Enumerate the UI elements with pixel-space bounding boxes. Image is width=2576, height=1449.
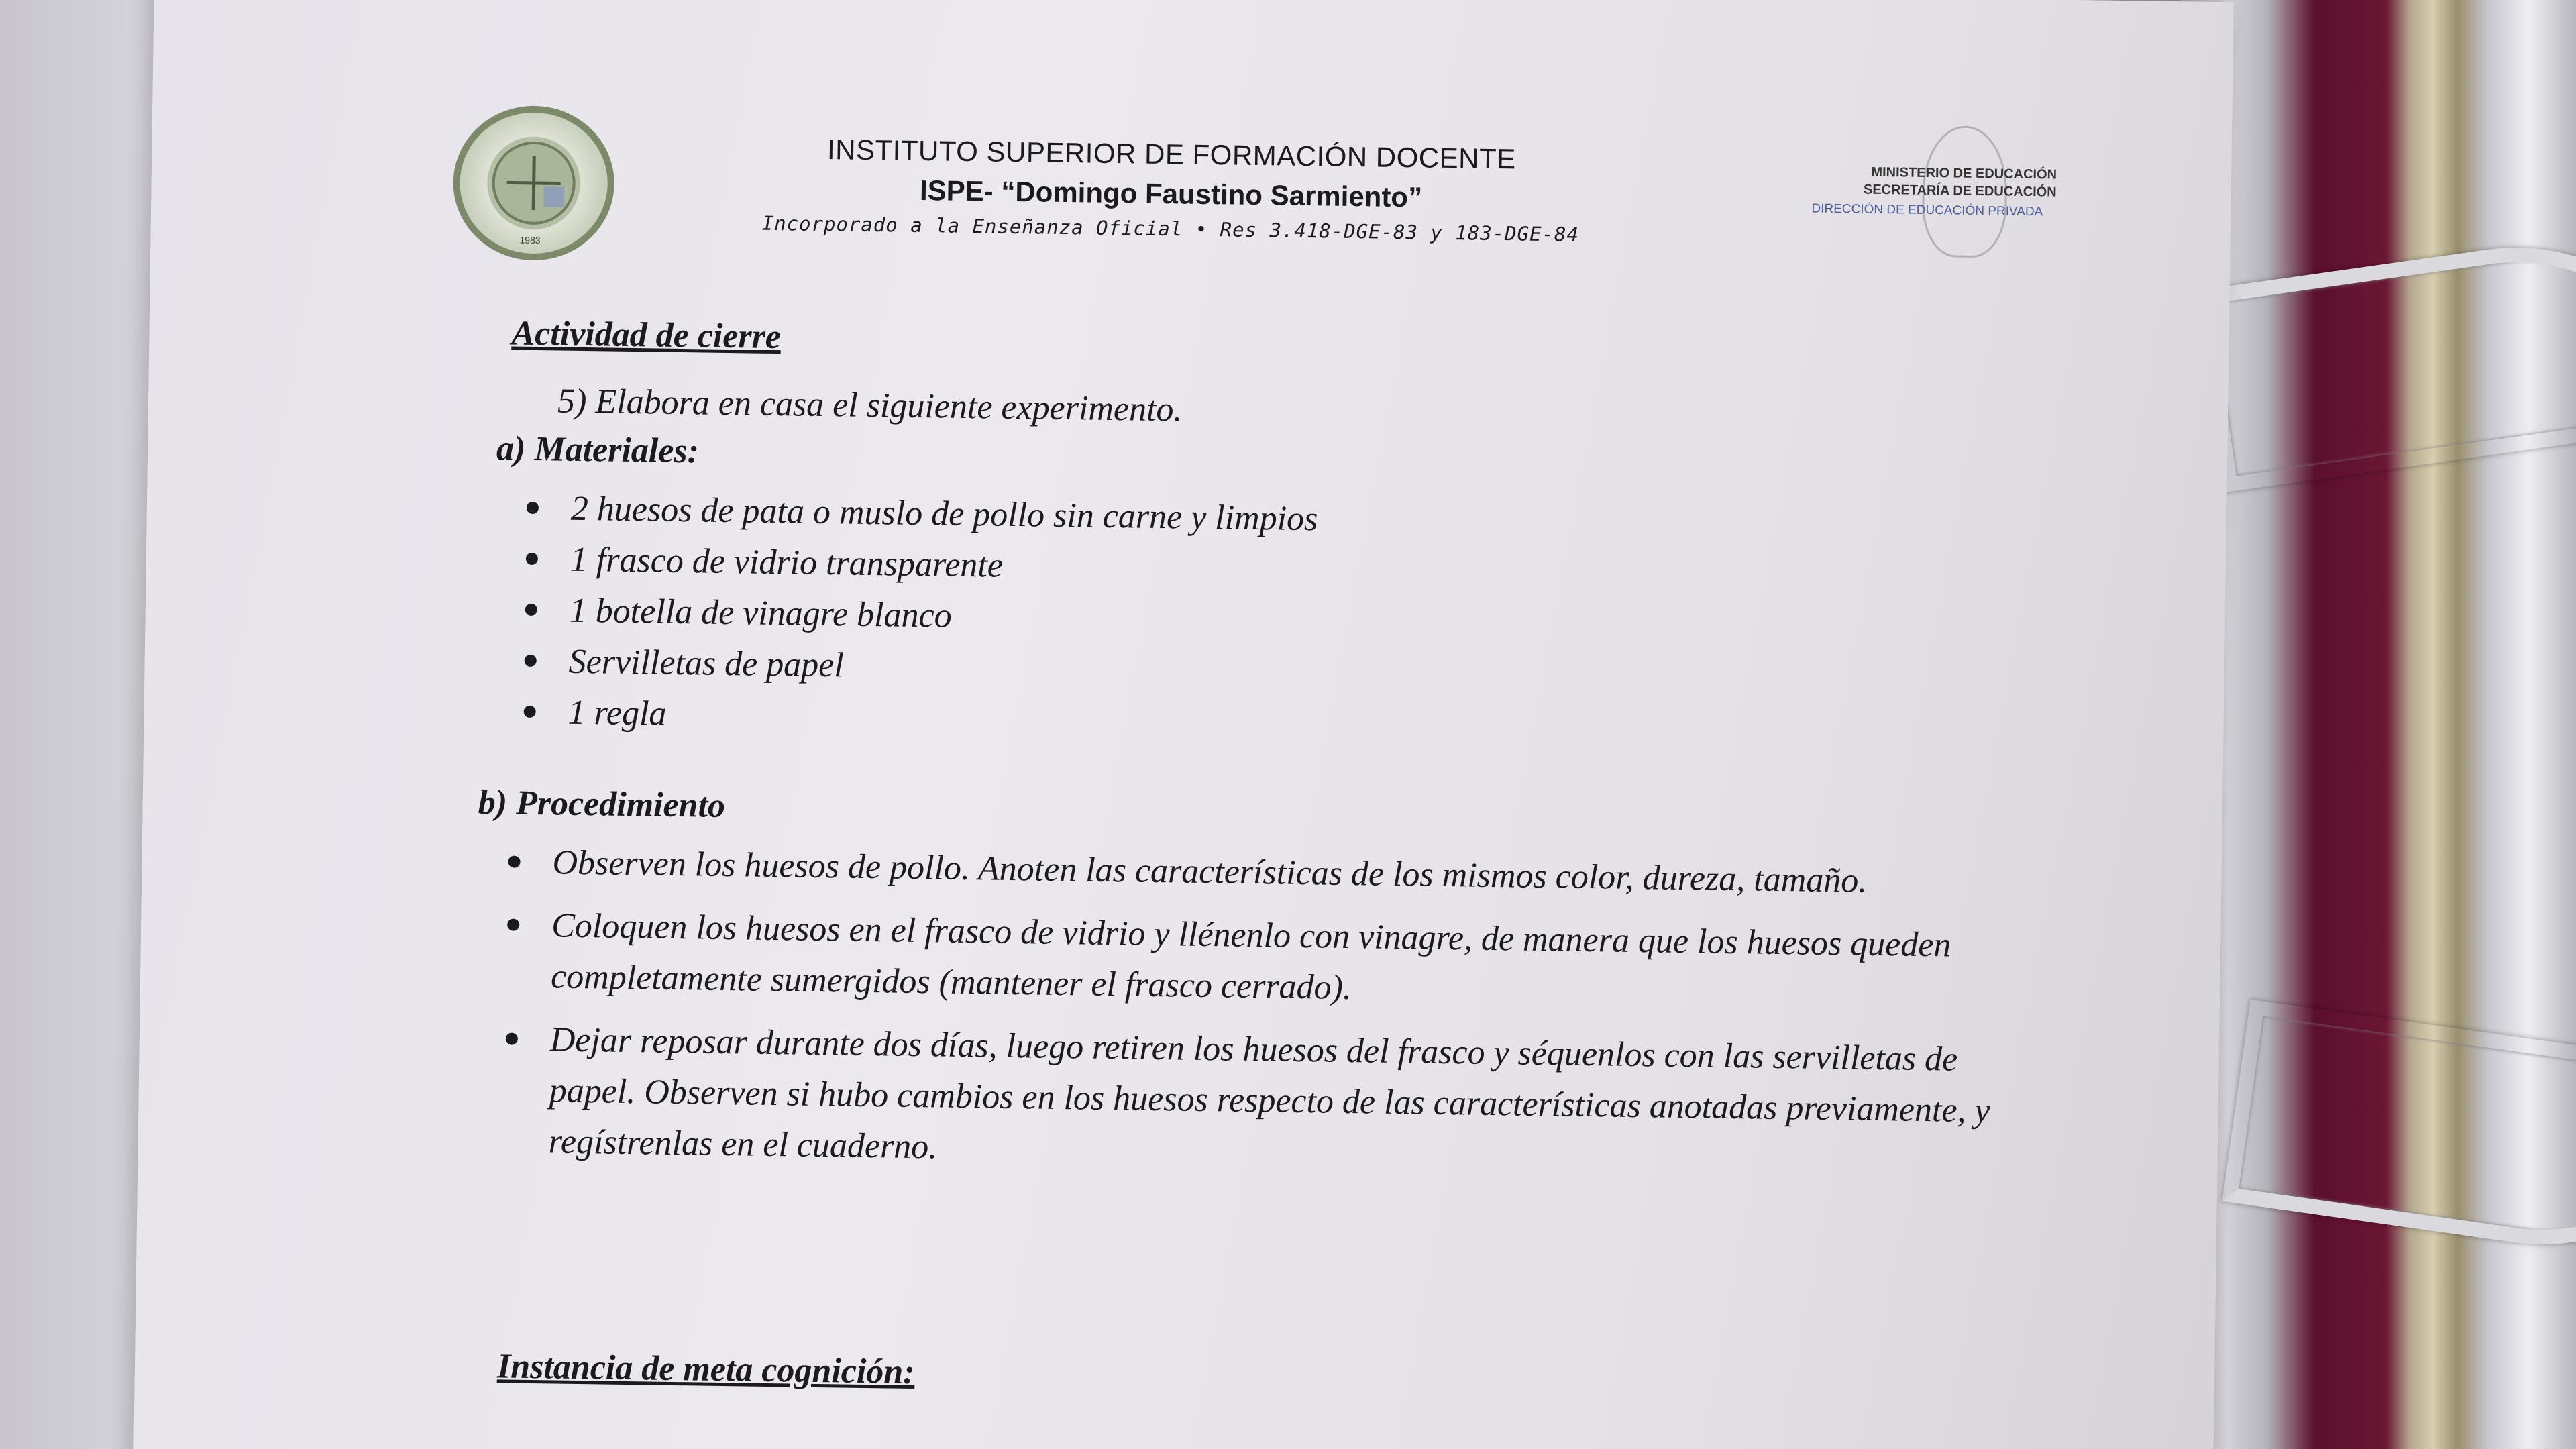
document-content — [133, 0, 2233, 1449]
ministry-block — [1774, 123, 2057, 262]
materials-item-text: 1 regla — [568, 693, 667, 733]
procedure-item-text: Coloquen los huesos en el frasco de vidrio y llénenlo con vinagre, de manera que los huesos queden completamente sumergidos (mantener el frasco cerrado). — [550, 906, 1951, 1008]
procedure-item — [502, 900, 2047, 1023]
activity-step: 5) Elabora en casa el siguiente experimento. — [557, 382, 1183, 429]
bullet-icon — [524, 706, 536, 718]
procedure-list — [500, 837, 2047, 1200]
institute-seal-year: 1983 — [519, 234, 541, 246]
bullet-icon — [507, 918, 519, 930]
institute-resolution: Incorporado a la Enseñanza Oficial • Res 3.418-DGE-83 y 183-DGE-84 — [761, 211, 1580, 246]
institute-seal-logo — [452, 105, 615, 261]
bullet-icon — [506, 1032, 518, 1044]
document-sheet — [133, 0, 2233, 1449]
procedure-item-text: Dejar reposar durante dos días, luego retiren los huesos del frasco y séquenlos con las servilletas de papel. Observen si hubo cambios en los huesos respecto de las características anotadas previamente, y regístrenlas en el cuaderno. — [548, 1020, 1990, 1167]
bullet-icon — [526, 553, 538, 565]
bullet-icon — [525, 604, 537, 616]
materials-item-text: Servilletas de papel — [568, 642, 845, 685]
materials-item-text: 1 frasco de vidrio transparente — [570, 540, 1004, 585]
materials-item-text: 2 huesos de pata o muslo de pollo sin carne y limpios — [570, 489, 1318, 539]
ministry-name: MINISTERIO DE EDUCACIÓN — [1871, 164, 2057, 182]
bullet-icon — [525, 655, 537, 667]
directorate-name: DIRECCIÓN DE EDUCACIÓN PRIVADA — [1811, 201, 2043, 219]
bullet-icon — [527, 502, 539, 514]
materials-list — [519, 483, 1864, 757]
secretariat-name: SECRETARÍA DE EDUCACIÓN — [1863, 182, 2057, 200]
activity-title: Actividad de cierre — [511, 314, 782, 357]
procedure-item — [500, 1014, 2045, 1188]
institute-title: INSTITUTO SUPERIOR DE FORMACIÓN DOCENTE — [826, 133, 1517, 175]
bullet-icon — [508, 855, 520, 867]
procedure-item-text: Observen los huesos de pollo. Anoten las características de los mismos color, dureza, tamaño. — [552, 843, 1868, 900]
materials-item-text: 1 botella de vinagre blanco — [569, 591, 953, 635]
meta-cognition-title: Instancia de meta cognición: — [496, 1347, 915, 1392]
procedure-heading: b) Procedimiento — [478, 783, 726, 826]
procedure-item — [504, 837, 2047, 909]
institute-name: ISPE- “Domingo Faustino Sarmiento” — [919, 174, 1423, 213]
materials-heading: a) Materiales: — [496, 429, 700, 471]
institute-header — [701, 128, 1642, 250]
